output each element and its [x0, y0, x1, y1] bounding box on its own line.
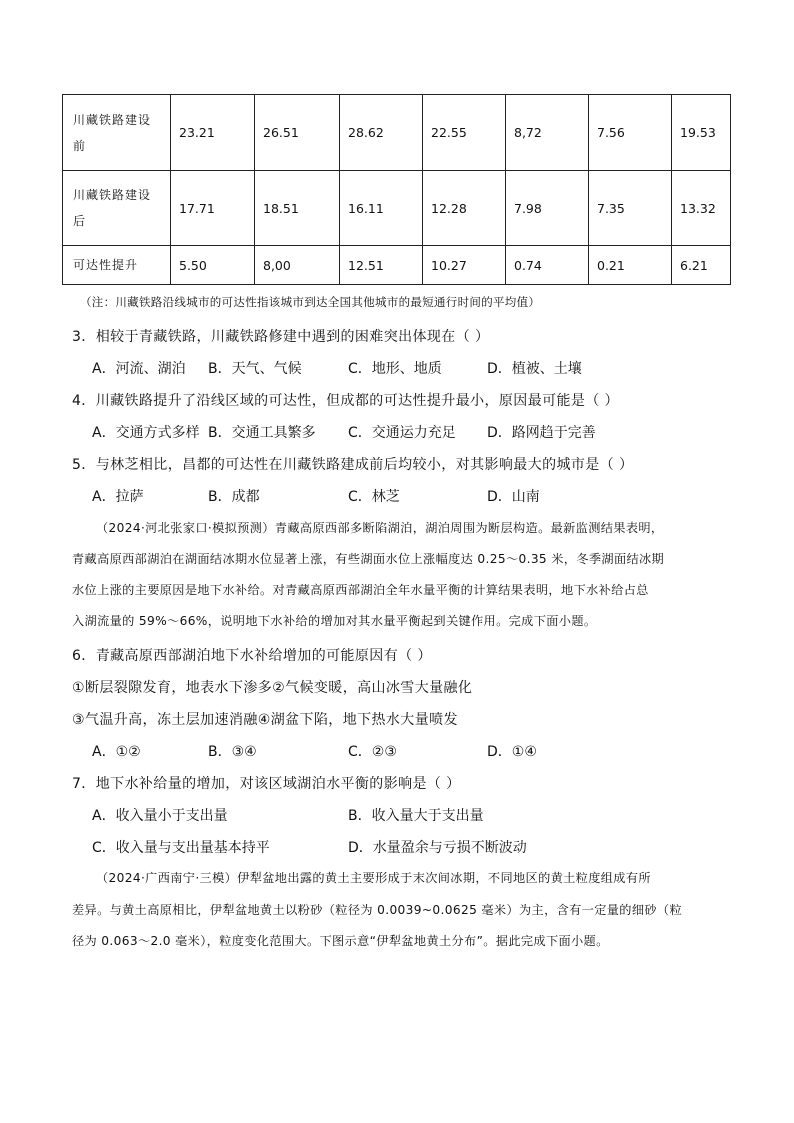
- question-6-option-d[interactable]: D．①④: [487, 744, 537, 760]
- question-5-stem: 5．与林芝相比，昌都的可达性在川藏铁路建成前后均较小，对其影响最大的城市是（ ）: [72, 457, 634, 473]
- question-6-option-a[interactable]: A．①②: [92, 744, 141, 760]
- passage-1-line: 入湖流量的 59%～66%，说明地下水补给的增加对其水量平衡起到关键作用。完成下面小题。: [72, 614, 597, 628]
- question-4-stem: 4．川藏铁路提升了沿线区域的可达性，但成都的可达性提升最小，原因最可能是（ ）: [72, 393, 619, 409]
- question-3-stem: 3．相较于青藏铁路，川藏铁路修建中遇到的困难突出体现在（ ）: [72, 329, 490, 345]
- passage-2-line: 差异。与黄土高原相比，伊犁盆地黄土以粉砂（粒径为 0.0039~0.0625 毫米）为主，含有一定量的细砂（粒: [72, 903, 682, 917]
- table-cell: 8,72: [506, 95, 589, 171]
- accessibility-table: [62, 94, 731, 285]
- question-6-option-b[interactable]: B．③④: [208, 744, 257, 760]
- question-7-option-a[interactable]: A．收入量小于支出量: [92, 808, 228, 824]
- question-5-option-a[interactable]: A．拉萨: [92, 489, 144, 505]
- question-5-option-c[interactable]: C．林芝: [348, 489, 400, 505]
- table-cell: 16.11: [340, 171, 423, 246]
- table-cell: 22.55: [423, 95, 506, 171]
- table-cell: 8,00: [255, 246, 340, 285]
- question-4-option-b[interactable]: B．交通工具繁多: [208, 425, 316, 441]
- table-note: （注：川藏铁路沿线城市的可达性指该城市到达全国其他城市的最短通行时间的平均值）: [80, 295, 541, 309]
- question-7-option-d[interactable]: D．水量盈余与亏损不断波动: [348, 840, 527, 856]
- table-cell: 7.98: [506, 171, 589, 246]
- question-4-option-c[interactable]: C．交通运力充足: [348, 425, 456, 441]
- table-cell: 7.35: [589, 171, 672, 246]
- table-row: [63, 95, 731, 171]
- question-3-option-a[interactable]: A．河流、湖泊: [92, 361, 186, 377]
- table-row: [63, 171, 731, 246]
- table-cell: 23.21: [171, 95, 255, 171]
- table-cell: 6.21: [672, 246, 731, 285]
- question-6-stem: 6．青藏高原西部湖泊地下水补给增加的可能原因有（ ）: [72, 648, 432, 664]
- question-3-option-c[interactable]: C．地形、地质: [348, 361, 442, 377]
- table-cell: 0.74: [506, 246, 589, 285]
- passage-1-line: 水位上涨的主要原因是地下水补给。对青藏高原西部湖泊全年水量平衡的计算结果表明，地下水补给占总: [72, 583, 649, 597]
- passage-1-line: 青藏高原西部湖泊在湖面结冰期水位显著上涨，有些湖面水位上涨幅度达 0.25～0.35 米，冬季湖面结冰期: [72, 552, 665, 566]
- table-cell: 7.56: [589, 95, 672, 171]
- question-4-option-a[interactable]: A．交通方式多样: [92, 425, 200, 441]
- table-cell: 17.71: [171, 171, 255, 246]
- passage-2-line: （2024·广西南宁·三模）伊犁盆地出露的黄土主要形成于末次间冰期，不同地区的黄土粒度组成有所: [96, 871, 651, 885]
- row-label: 川藏铁路建设 前: [63, 95, 171, 171]
- question-6-option-c[interactable]: C．②③: [348, 744, 397, 760]
- question-5-option-d[interactable]: D．山南: [487, 489, 540, 505]
- table-cell: 0.21: [589, 246, 672, 285]
- table-cell: 18.51: [255, 171, 340, 246]
- table-cell: 13.32: [672, 171, 731, 246]
- table-cell: 12.51: [340, 246, 423, 285]
- question-6-statements: ③气温升高，冻土层加速消融④湖盆下陷，地下热水大量喷发: [72, 712, 458, 728]
- question-7-option-c[interactable]: C．收入量与支出量基本持平: [92, 840, 270, 856]
- row-label: 可达性提升: [63, 246, 171, 285]
- question-7-stem: 7．地下水补给量的增加，对该区域湖泊水平衡的影响是（ ）: [72, 776, 461, 792]
- row-label: 川藏铁路建设 后: [63, 171, 171, 246]
- question-4-option-d[interactable]: D．路网趋于完善: [487, 425, 596, 441]
- passage-2-line: 径为 0.063～2.0 毫米），粒度变化范围大。下图示意“伊犁盆地黄土分布”。据此完成下面小题。: [72, 934, 609, 948]
- table-cell: 19.53: [672, 95, 731, 171]
- passage-1-line: （2024·河北张家口·模拟预测）青藏高原西部多断陷湖泊，湖泊周围为断层构造。最新监测结果表明，: [96, 521, 664, 535]
- table-row: [63, 246, 731, 285]
- table-cell: 28.62: [340, 95, 423, 171]
- table-cell: 5.50: [171, 246, 255, 285]
- question-3-option-b[interactable]: B．天气、气候: [208, 361, 302, 377]
- table-cell: 26.51: [255, 95, 340, 171]
- question-3-option-d[interactable]: D．植被、土壤: [487, 361, 582, 377]
- question-7-option-b[interactable]: B．收入量大于支出量: [348, 808, 484, 824]
- table-cell: 10.27: [423, 246, 506, 285]
- question-5-option-b[interactable]: B．成都: [208, 489, 260, 505]
- table-cell: 12.28: [423, 171, 506, 246]
- question-6-statements: ①断层裂隙发育，地表水下渗多②气候变暖，高山冰雪大量融化: [72, 680, 473, 696]
